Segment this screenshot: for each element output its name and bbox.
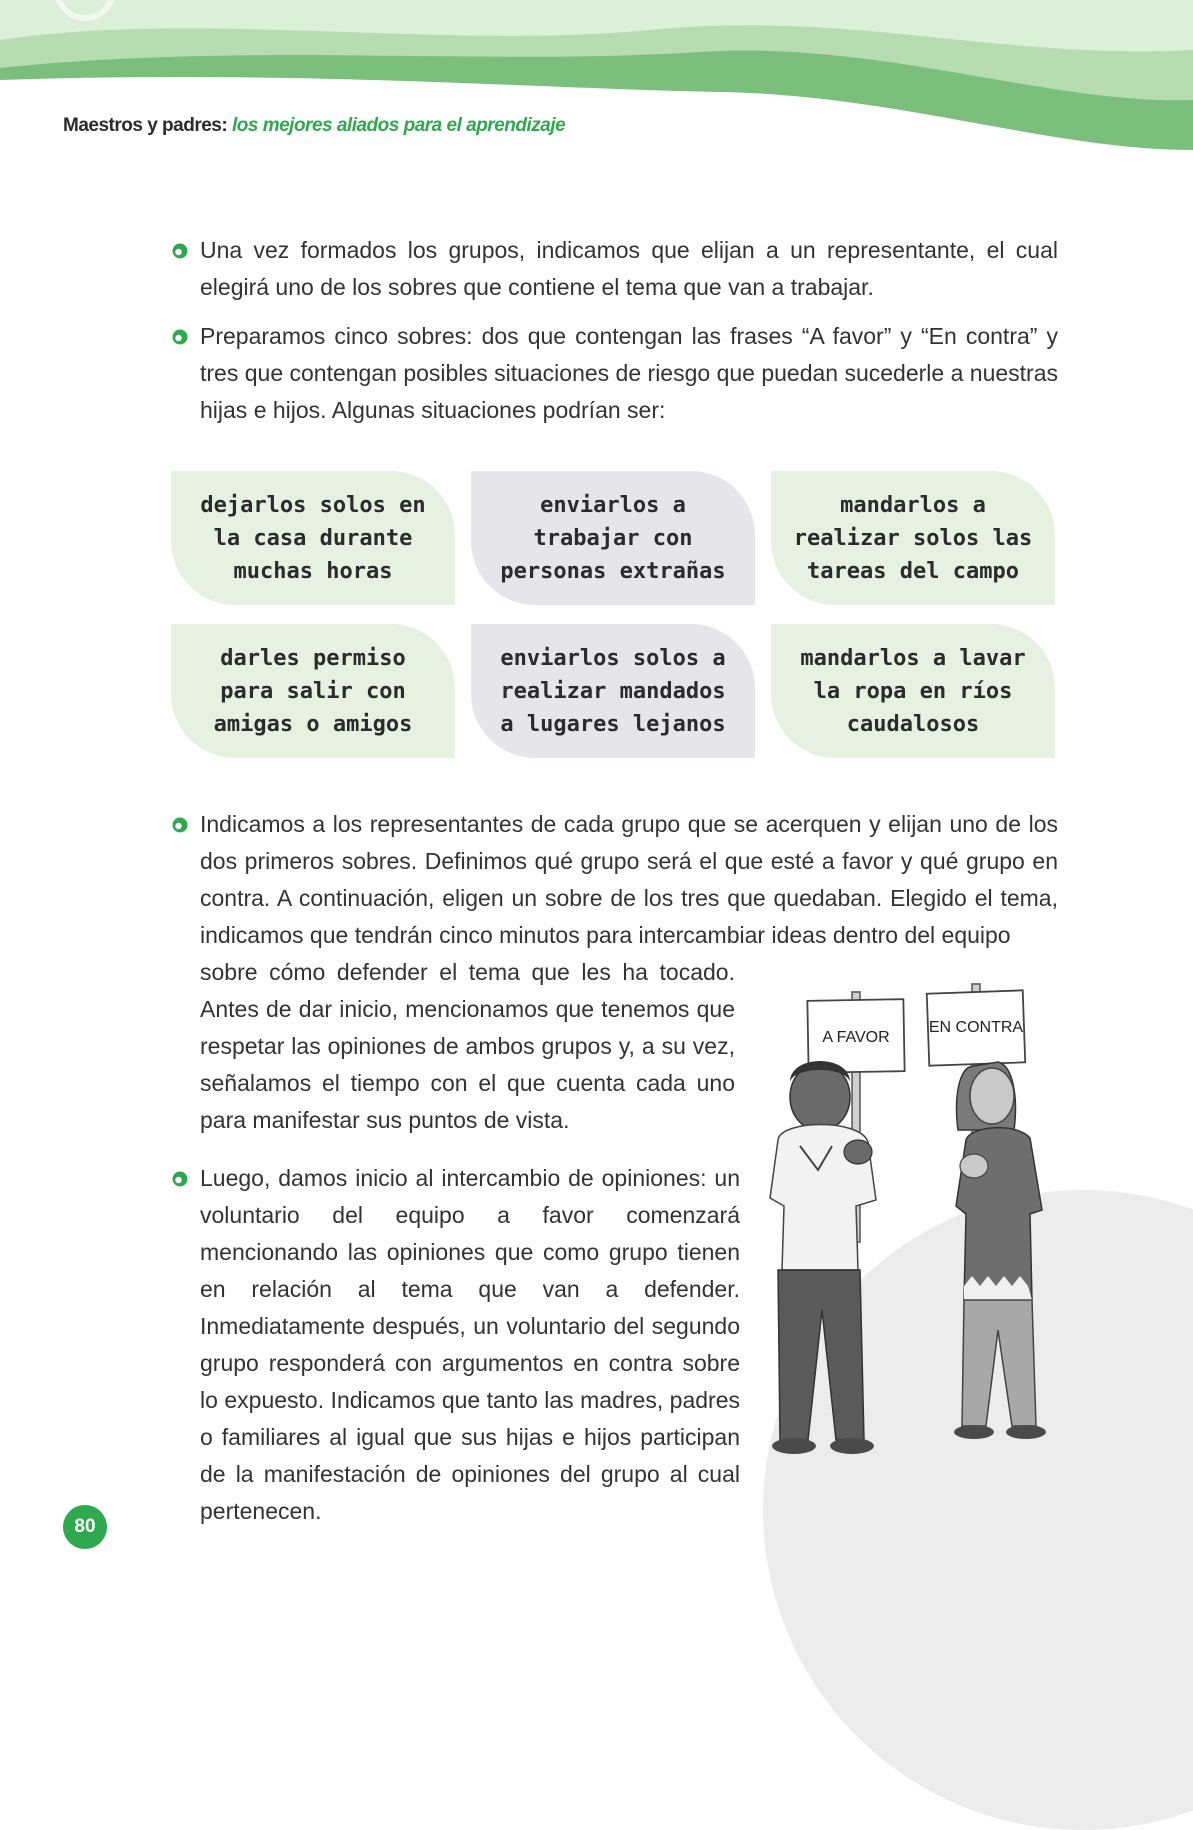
running-head-bold: Maestros y padres: bbox=[63, 115, 228, 136]
situation-card: dejarlos solos en la casa durante muchas horas bbox=[171, 471, 455, 605]
bullet-item bbox=[172, 318, 1058, 429]
running-head bbox=[63, 115, 565, 137]
running-head-italic: los mejores aliados para el aprendizaje bbox=[231, 115, 566, 136]
bullet-text-continued: sobre cómo defender el tema que les ha tocado. Antes de dar inicio, mencionamos que tenemos que respetar las opiniones de ambos grupos y, a su vez, señalamos el tiempo con el que cuenta cada uno para manifestar sus puntos de vista. bbox=[200, 959, 735, 1133]
sign-right-text: EN CONTRA bbox=[928, 1019, 1024, 1036]
bullet-text: Luego, damos inicio al intercambio de opiniones: un voluntario del equipo a favor comenzará mencionando las opiniones que como grupo tienen en relación al tema que van a defender. Inmediatamente después, un voluntario del segundo grupo responderá con argumentos en contra sobre lo expuesto. Indicamos que tanto las madres, padres o familiares al igual que sus hijas e hijos participan de la manifestación de opiniones del grupo al cual pertenecen. bbox=[200, 1165, 740, 1524]
situation-card: mandarlos a lavar la ropa en ríos caudalosos bbox=[771, 624, 1055, 758]
bullet-item bbox=[172, 1160, 752, 1530]
situation-card: enviarlos a trabajar con personas extrañas bbox=[471, 471, 755, 605]
bullet-icon bbox=[172, 1171, 188, 1187]
bullet-item bbox=[172, 806, 1058, 1139]
bullet-icon bbox=[172, 243, 188, 259]
page-number: 80 bbox=[63, 1505, 107, 1549]
situation-card: darles permiso para salir con amigas o amigos bbox=[171, 624, 455, 758]
sign-left-text: A FAVOR bbox=[822, 1029, 890, 1046]
bullet-text: Una vez formados los grupos, indicamos que elijan a un representante, el cual elegirá uno de los sobres que contiene el tema que van a trabajar. bbox=[200, 237, 1058, 300]
situation-card: enviarlos solos a realizar mandados a lugares lejanos bbox=[471, 624, 755, 758]
situation-card: mandarlos a realizar solos las tareas del campo bbox=[771, 471, 1055, 605]
situations-grid bbox=[171, 471, 1055, 759]
bullet-item bbox=[172, 232, 1058, 306]
bullet-text: Indicamos a los representantes de cada grupo que se acerquen y elijan uno de los dos primeros sobres. Definimos qué grupo será el que esté a favor y qué grupo en contra. A continuación, eligen un sobre de los tres que quedaban. Elegido el tema, indicamos que tendrán cinco minutos para intercambiar ideas dentro del equipo bbox=[200, 811, 1058, 948]
bullet-icon bbox=[172, 329, 188, 345]
bullet-text: Preparamos cinco sobres: dos que contengan las frases “A favor” y “En contra” y tres que contengan posibles situaciones de riesgo que puedan sucederle a nuestras hijas e hijos. Algunas situaciones podrían ser: bbox=[200, 323, 1058, 423]
bullet-icon bbox=[172, 817, 188, 833]
